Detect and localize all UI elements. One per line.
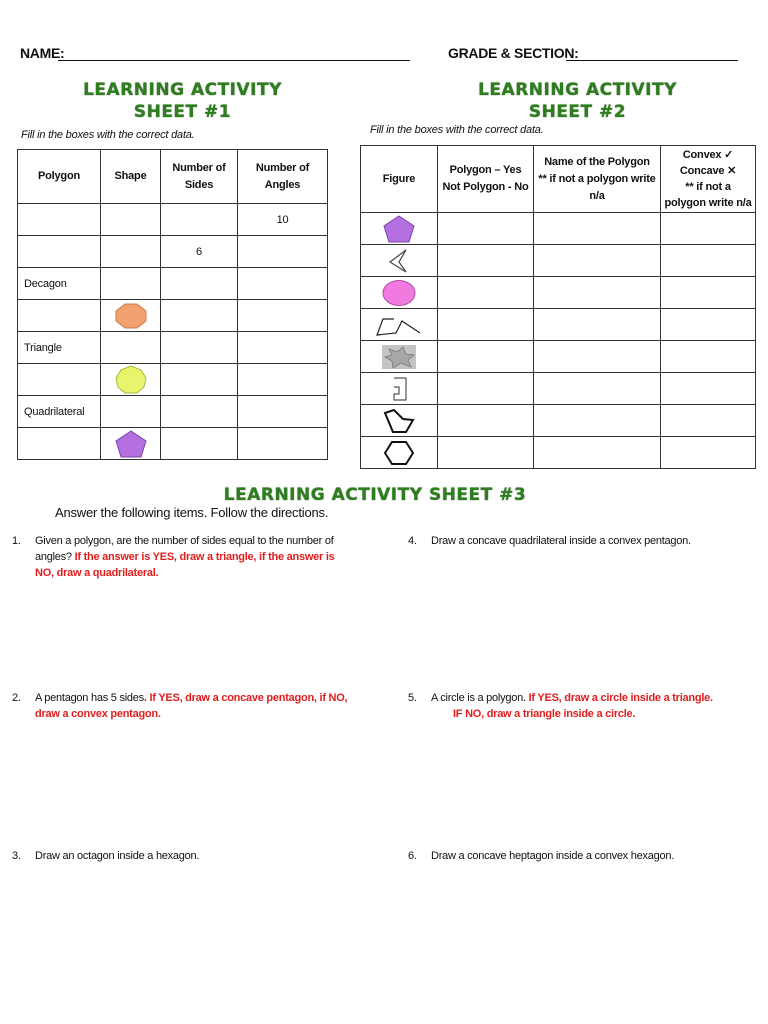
convex-answer-cell[interactable] (661, 309, 756, 341)
grade-section-line[interactable] (566, 60, 738, 61)
concave-arrow-icon (384, 247, 414, 275)
angles-cell[interactable] (238, 364, 328, 396)
name-answer-cell[interactable] (534, 309, 661, 341)
sheet3-title: LEARNING ACTIVITY SHEET #3 (223, 485, 527, 505)
item-1-line3: NO, draw a quadrilateral. (35, 567, 159, 579)
item-1-line1: Given a polygon, are the number of sides equal to the number of (35, 535, 334, 547)
polygon-answer-cell[interactable] (438, 213, 534, 245)
convex-note-line1: ** if not a (685, 181, 731, 193)
item-5 (408, 690, 758, 724)
yellow-nonagon-icon (114, 365, 148, 395)
sheet1-title-line1: LEARNING ACTIVITY (83, 80, 282, 100)
grade-section-label: GRADE & SECTION: (448, 45, 579, 61)
convex-answer-cell[interactable] (661, 405, 756, 437)
item-5-line2: IF NO, draw a triangle inside a circle. (453, 708, 636, 720)
polygon-answer-cell[interactable] (438, 341, 534, 373)
angles-cell[interactable] (238, 396, 328, 428)
sides-cell[interactable] (161, 300, 238, 332)
polygon-cell[interactable] (18, 236, 101, 268)
item-5-line1a: A circle is a polygon. (431, 692, 529, 704)
convex-answer-cell[interactable] (661, 341, 756, 373)
col-polygon-yes-no (438, 146, 534, 213)
orange-octagon-icon (114, 302, 148, 330)
table-row (18, 428, 328, 460)
convex-label: Convex ✓ (682, 149, 734, 161)
angles-cell[interactable] (238, 236, 328, 268)
concave-hexagon-icon (382, 407, 416, 435)
convex-answer-cell[interactable] (661, 213, 756, 245)
table-row (361, 277, 756, 309)
sheet2-title-line2: SHEET #2 (528, 102, 627, 122)
item-text: Draw a concave heptagon inside a convex hexagon. (431, 850, 675, 862)
item-1-line2 (35, 549, 335, 565)
name-label-line1: Name of the Polygon (544, 155, 650, 168)
sides-cell[interactable] (161, 204, 238, 236)
polygon-cell[interactable]: Triangle (18, 332, 101, 364)
figure-cell (361, 341, 438, 373)
shape-cell[interactable] (101, 268, 161, 300)
name-answer-cell[interactable] (534, 341, 661, 373)
table-row (18, 236, 328, 268)
sides-cell[interactable] (161, 364, 238, 396)
bracket-figure-icon (384, 375, 414, 403)
table-row (361, 437, 756, 469)
polygon-answer-cell[interactable] (438, 245, 534, 277)
col-polygon: Polygon (18, 150, 101, 204)
polygon-cell[interactable]: Quadrilateral (18, 396, 101, 428)
sheet2-instructions: Fill in the boxes with the correct data. (370, 124, 544, 136)
table-row (361, 373, 756, 405)
sheet1-table (17, 149, 328, 460)
shape-cell (101, 428, 161, 460)
item-number: 4. (408, 535, 417, 547)
table-row (18, 332, 328, 364)
pink-circle-icon (381, 279, 417, 307)
name-label: NAME: (20, 45, 65, 61)
polygon-cell[interactable] (18, 428, 101, 460)
sheet1-instructions: Fill in the boxes with the correct data. (21, 129, 195, 141)
figure-cell (361, 213, 438, 245)
table-row (361, 309, 756, 341)
col-number-of-sides: Number of Sides (161, 150, 238, 204)
shape-cell[interactable] (101, 236, 161, 268)
purple-pentagon-icon (382, 215, 416, 243)
angles-cell[interactable] (238, 300, 328, 332)
item-text: Draw an octagon inside a hexagon. (35, 850, 200, 862)
table-row (361, 341, 756, 373)
convex-answer-cell[interactable] (661, 373, 756, 405)
item-2 (12, 690, 372, 724)
open-figure-icon (376, 311, 422, 339)
table-row (18, 364, 328, 396)
item-number: 6. (408, 850, 417, 862)
angles-cell[interactable] (238, 332, 328, 364)
name-answer-cell[interactable] (534, 405, 661, 437)
shape-cell (101, 300, 161, 332)
figure-cell (361, 437, 438, 469)
sheet3-instructions: Answer the following items. Follow the directions. (55, 505, 329, 520)
polygon-cell[interactable] (18, 300, 101, 332)
angles-cell[interactable]: 10 (238, 204, 328, 236)
item-2-line2: draw a convex pentagon. (35, 708, 161, 720)
item-6 (408, 848, 758, 866)
item-number: 2. (12, 692, 21, 704)
shape-cell[interactable] (101, 204, 161, 236)
name-label-line3: n/a (589, 189, 605, 202)
polygon-cell[interactable] (18, 364, 101, 396)
col-shape: Shape (101, 150, 161, 204)
figure-cell (361, 277, 438, 309)
table-row (18, 300, 328, 332)
polygon-answer-cell[interactable] (438, 437, 534, 469)
col-figure: Figure (361, 146, 438, 213)
convex-answer-cell[interactable] (661, 437, 756, 469)
item-text (35, 690, 347, 722)
table-row (18, 268, 328, 300)
name-answer-cell[interactable] (534, 373, 661, 405)
polygon-cell[interactable] (18, 204, 101, 236)
figure-cell (361, 245, 438, 277)
polygon-answer-cell[interactable] (438, 309, 534, 341)
table-row (361, 245, 756, 277)
sides-cell[interactable]: 6 (161, 236, 238, 268)
item-2-direction: . If YES, draw a concave pentagon, if NO, (143, 692, 348, 704)
item-3 (12, 848, 372, 866)
figure-cell (361, 405, 438, 437)
table-row (361, 405, 756, 437)
sheet2-title (435, 79, 720, 123)
polygon-no-label: Not Polygon - No (442, 181, 529, 193)
shape-cell (101, 364, 161, 396)
item-number: 5. (408, 692, 417, 704)
table-row (18, 204, 328, 236)
name-line[interactable] (58, 60, 410, 61)
item-text: Draw a concave quadrilateral inside a convex pentagon. (431, 535, 691, 547)
sides-cell[interactable] (161, 428, 238, 460)
sheet2-table (360, 145, 756, 469)
name-answer-cell[interactable] (534, 213, 661, 245)
gray-star-icon (381, 343, 417, 371)
shape-cell[interactable] (101, 396, 161, 428)
item-number: 3. (12, 850, 21, 862)
figure-cell (361, 309, 438, 341)
polygon-answer-cell[interactable] (438, 373, 534, 405)
name-answer-cell[interactable] (534, 277, 661, 309)
sheet1-title (40, 79, 325, 123)
col-convex-concave (661, 146, 756, 213)
convex-answer-cell[interactable] (661, 277, 756, 309)
item-1-line2a: angles? (35, 551, 75, 563)
item-1 (12, 533, 372, 583)
item-1-direction: If the answer is YES, draw a triangle, if the answer is (74, 551, 335, 563)
convex-answer-cell[interactable] (661, 245, 756, 277)
shape-cell[interactable] (101, 332, 161, 364)
polygon-answer-cell[interactable] (438, 277, 534, 309)
col-name-of-polygon (534, 146, 661, 213)
item-5-line1 (431, 690, 713, 706)
table-row (18, 396, 328, 428)
name-answer-cell[interactable] (534, 437, 661, 469)
figure-cell (361, 373, 438, 405)
polygon-cell[interactable]: Decagon (18, 268, 101, 300)
hexagon-icon (382, 439, 416, 467)
item-5-direction: If YES, draw a circle inside a triangle. (528, 692, 713, 704)
angles-cell[interactable] (238, 428, 328, 460)
table-row (361, 213, 756, 245)
name-answer-cell[interactable] (534, 245, 661, 277)
convex-note-line2: polygon write n/a (664, 197, 752, 209)
concave-label: Concave ✕ (679, 165, 737, 177)
sides-cell[interactable] (161, 268, 238, 300)
item-text (35, 533, 335, 581)
polygon-answer-cell[interactable] (438, 405, 534, 437)
polygon-yes-label: Polygon – Yes (449, 164, 522, 176)
sides-cell[interactable] (161, 396, 238, 428)
name-label-line2: ** if not a polygon write (538, 172, 656, 185)
item-2-line1 (35, 690, 347, 706)
purple-pentagon-icon (114, 430, 148, 458)
col-number-of-angles: Number of Angles (238, 150, 328, 204)
angles-cell[interactable] (238, 268, 328, 300)
item-2-line1a: A pentagon has 5 sides (35, 692, 144, 704)
sides-cell[interactable] (161, 332, 238, 364)
item-4 (408, 533, 758, 551)
sheet2-title-line1: LEARNING ACTIVITY (478, 80, 677, 100)
item-text (431, 690, 713, 722)
sheet1-title-line2: SHEET #1 (133, 102, 232, 122)
item-number: 1. (12, 535, 21, 547)
